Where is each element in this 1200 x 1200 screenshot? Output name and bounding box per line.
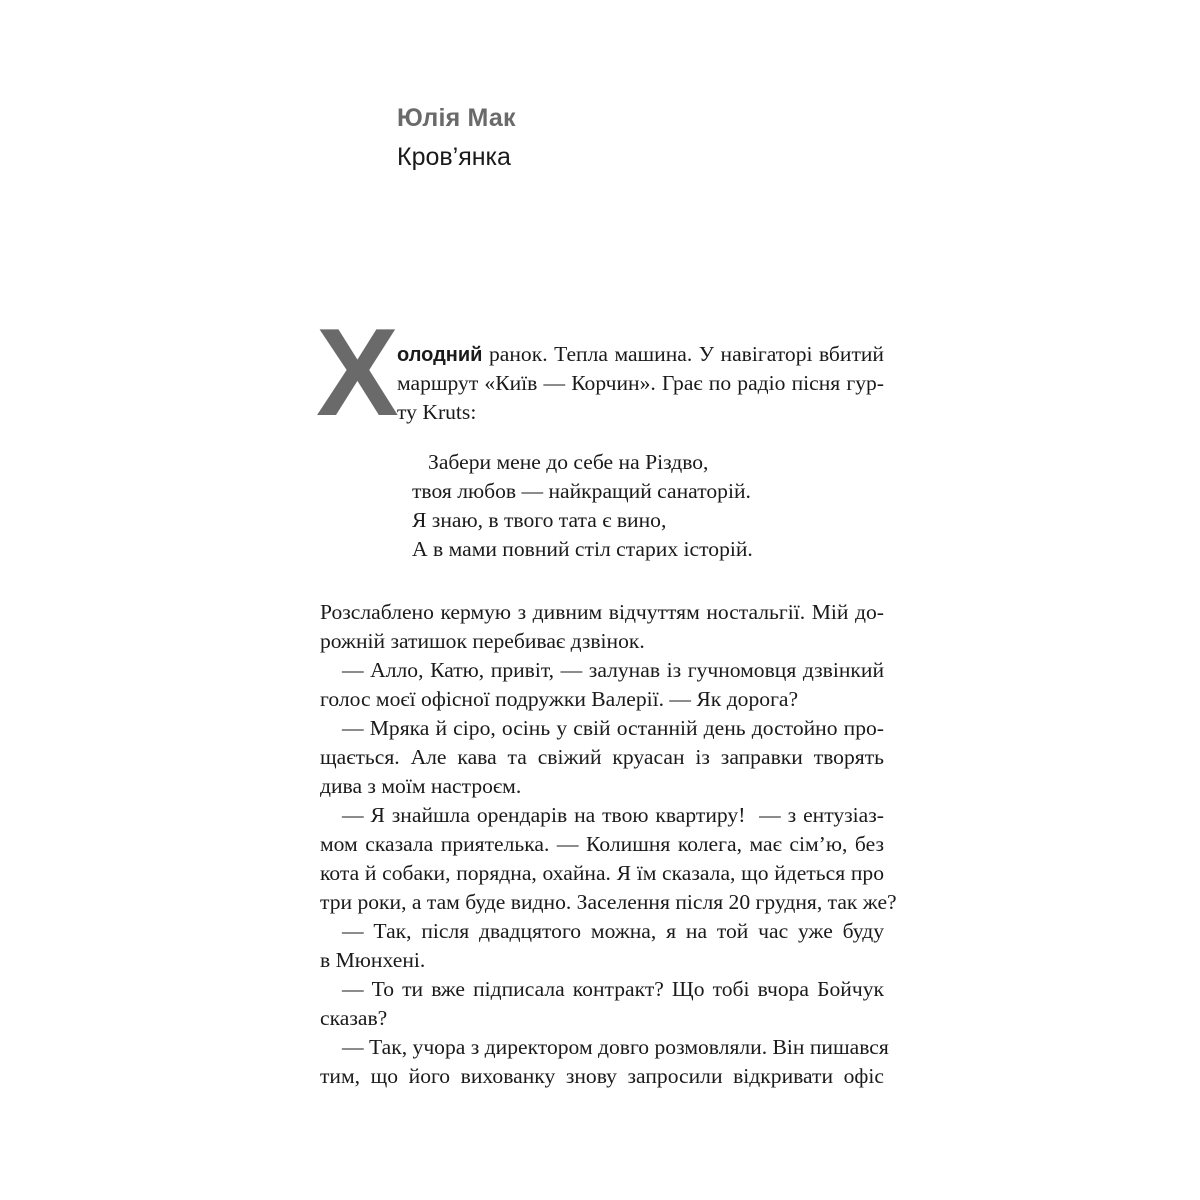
opening-line-1-rest: ранок. Тепла машина. У навігаторі вбитий (482, 342, 884, 366)
body-line: дива з моїм настроєм. (320, 774, 522, 798)
drop-cap: Х (316, 304, 399, 442)
opening-line-1 (397, 340, 884, 369)
body-line: мом сказала приятелька. — Колишня колега, має сім’ю, без (320, 832, 884, 856)
body-line: — Алло, Катю, привіт, — залунав із гучномовця дзвінкий (342, 658, 884, 682)
author-name: Юлія Мак (397, 104, 516, 132)
body-line: рожній затишок перебиває дзвінок. (320, 629, 645, 653)
body-line: три роки, а там буде видно. Заселення після 20 грудня, так же? (320, 890, 897, 914)
opening-line-3: ту Kruts: (397, 400, 477, 424)
body-line: кота й собаки, порядна, охайна. Я їм сказала, що йдеться про (320, 861, 884, 885)
opening-line-2: маршрут «Київ — Корчин». Грає по радіо пісня гур- (397, 371, 884, 395)
body-line: — Мряка й сіро, осінь у свій останній день достойно про- (342, 716, 884, 740)
verse-line: Я знаю, в твого тата є вино, (412, 508, 667, 532)
body-line: сказав? (320, 1006, 388, 1030)
body-line: — Так, учора з директором довго розмовляли. Він пишався (342, 1035, 889, 1059)
body-line: тим, що його вихованку знову запросили відкривати офіс (320, 1064, 884, 1088)
body-line: — Я знайшла орендарів на твою квартиру! — з ентузіаз- (342, 803, 884, 827)
body-line: Розслаблено кермую з дивним відчуттям ностальгії. Мій до- (320, 600, 884, 624)
body-line: — Так, після двадцятого можна, я на той час уже буду (342, 919, 884, 943)
verse-line: твоя любов — найкращий санаторій. (412, 479, 751, 503)
verse-line: Забери мене до себе на Різдво, (428, 450, 709, 474)
body-line: в Мюнхені. (320, 948, 426, 972)
verse-line: А в мами повний стіл старих історій. (412, 537, 753, 561)
body-line: — То ти вже підписала контракт? Що тобі вчора Бойчук (342, 977, 884, 1001)
body-line: щається. Але кава та свіжий круасан із заправки творять (320, 745, 884, 769)
body-line: голос моєї офісної подружки Валерії. — Як дорога? (320, 687, 799, 711)
story-title: Кров’янка (397, 143, 511, 171)
lead-word: олодний (397, 344, 483, 366)
